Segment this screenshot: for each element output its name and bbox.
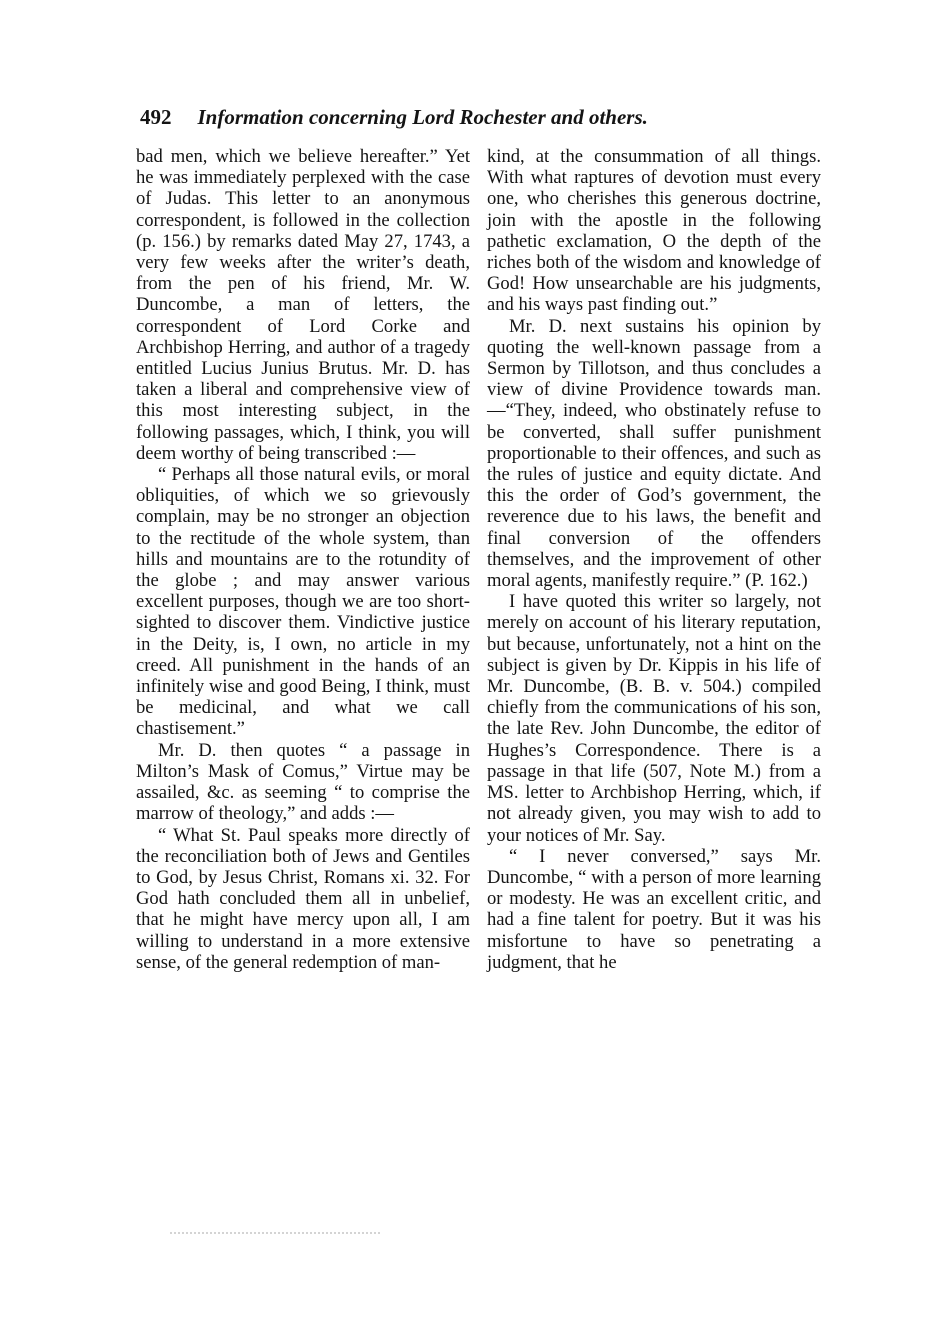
paragraph: bad men, which we believe hereafter.” Yet he was immediately perplexed with the case of Judas. This letter to an anonymous correspondent, is followed in the collection (p. 156.) by remarks dated May 27, 1743, a very few weeks after the writer’s death, from the pen of his friend, Mr. W. Duncombe, a man of letters, the correspondent of Lord Corke and Archbishop Herring, and author of a tragedy entitled Lucius Junius Brutus. Mr. D. has taken a liberal and comprehensive view of this most interesting subject, in the following passages, which, I think, you will deem worthy of being transcribed :— [136, 146, 470, 464]
running-title: Information concerning Lord Rochester and others. [197, 105, 648, 129]
page-number: 492 [140, 105, 172, 129]
page-header [140, 104, 830, 130]
paragraph: Mr. D. next sustains his opinion by quoting the well-known passage from a Sermon by Tillotson, and thus concludes a view of divine Providence towards man.—“They, indeed, who obstinately refuse to be converted, shall suffer punishment proportionable to their offences, and such as the rules of justice and equity dictate. And this the order of God’s government, the reverence due to his laws, the benefit and final conversion of the offenders themselves, and the improvement of other moral agents, manifestly require.” (P. 162.) [487, 315, 821, 592]
print-smudge [170, 1232, 380, 1240]
left-column [136, 146, 470, 973]
paragraph: kind, at the consummation of all things. With what raptures of devotion must every one, who cherishes this generous doctrine, join with the apostle in the following pathetic exclamation, O the depth of the riches both of the wisdom and knowledge of God! How unsearchable are his judgments, and his ways past finding out.” [487, 146, 821, 316]
paragraph: Mr. D. then quotes “ a passage in Milton’s Mask of Comus,” Virtue may be assailed, &c. as seeming “ to comprise the marrow of theology,” and adds :— [136, 739, 470, 825]
quotation-paragraph: “ What St. Paul speaks more directly of the reconciliation both of Jews and Gentiles to God, by Jesus Christ, Romans xi. 32. For God hath concluded them all in unbelief, that he might have mercy upon all, I am willing to understand in a more extensive sense, of the general redemption of man- [136, 824, 470, 973]
quotation-paragraph: “ Perhaps all those natural evils, or moral obliquities, of which we so grievously complain, may be no stronger an objection to the rectitude of the whole system, than hills and mountains are to the rotundity of the globe ; and may answer various excellent purposes, though we are too short-sighted to discover them. Vindictive justice in the Deity, is, I own, no article in my creed. All punishment in the hands of an infinitely wise and good Being, I think, must be medicinal, and what we call chastisement.” [136, 464, 470, 740]
right-column [487, 146, 821, 973]
quotation-paragraph: “ I never conversed,” says Mr. Duncombe, “ with a person of more learning or modesty. He was an excellent critic, and had a fine talent for poetry. But it was his misfortune to have so penetrating a judgment, that he [487, 845, 821, 973]
paragraph: I have quoted this writer so largely, not merely on account of his literary reputation, but because, unfortunately, not a hint on the subject is given by Dr. Kippis in his life of Mr. Duncombe, (B. B. v. 504.) compiled chiefly from the communications of his son, the late Rev. John Duncombe, the editor of Hughes’s Correspondence. There is a passage in that life (507, Note M.) from a MS. letter to Archbishop Herring, which, if not already given, you may wish to add to your notices of Mr. Say. [487, 591, 821, 846]
